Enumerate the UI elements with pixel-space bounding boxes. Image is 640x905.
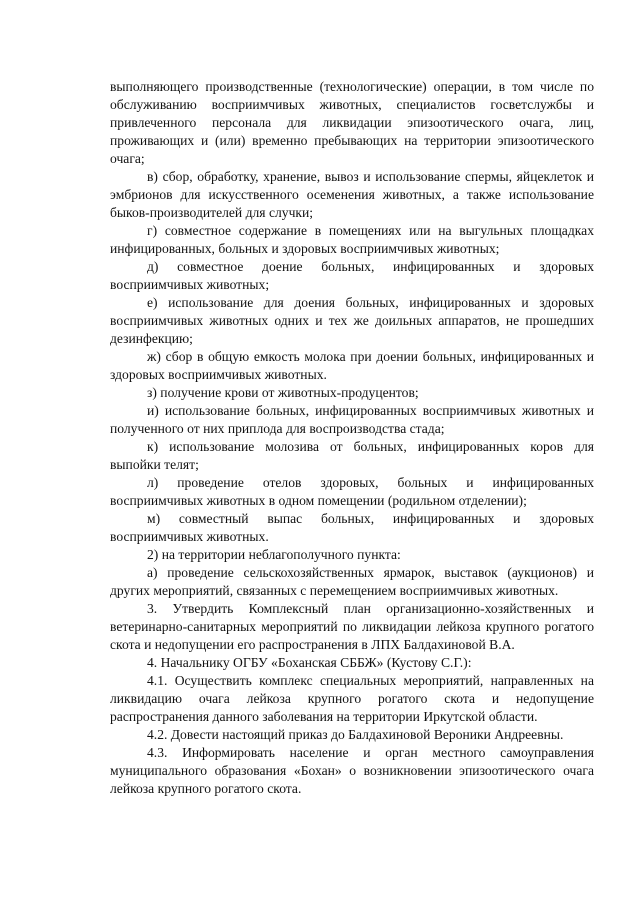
paragraph-item-m: м) совместный выпас больных, инфицированных и здоровых восприимчивых животных.: [110, 511, 594, 544]
paragraph-item-a: а) проведение сельскохозяйственных ярмарок, выставок (аукционов) и других мероприятий, связанных с перемещением восприимчивых животных.: [110, 565, 594, 598]
paragraph-item-z: з) получение крови от животных-продуцентов;: [147, 385, 419, 400]
paragraph-continuation: выполняющего производственные (технологические) операции, в том числе по обслуживанию восприимчивых животных, специалистов госветслужбы и привлеченного персонала для ликвидации эпизоотического очага, лиц, проживающих и (или) временно пребывающих на территории эпизоотического очага;: [110, 79, 594, 166]
paragraph-item-d: д) совместное доение больных, инфицированных и здоровых восприимчивых животных;: [110, 259, 594, 292]
paragraph-section-3: 3. Утвердить Комплексный план организационно-хозяйственных и ветеринарно-санитарных мероприятий по ликвидации лейкоза крупного рогатого скота и недопущении его распространения в ЛПХ Балдахиновой В.А.: [110, 601, 594, 652]
paragraph-item-e: е) использование для доения больных, инфицированных и здоровых восприимчивых животных одних и тех же доильных аппаратов, не прошедших дезинфекцию;: [110, 295, 594, 346]
paragraph-item-zh: ж) сбор в общую емкость молока при доении больных, инфицированных и здоровых восприимчивых животных.: [110, 349, 594, 382]
paragraph-item-i: и) использование больных, инфицированных восприимчивых животных и полученного от них приплода для воспроизводства стада;: [110, 403, 594, 436]
paragraph-section-2: 2) на территории неблагополучного пункта:: [147, 547, 401, 562]
document-page: [110, 78, 594, 798]
paragraph-item-v: в) сбор, обработку, хранение, вывоз и использование спермы, яйцеклеток и эмбрионов для искусственного осеменения животных, а также использование быков-производителей для случки;: [110, 169, 594, 220]
paragraph-item-k: к) использование молозива от больных, инфицированных коров для выпойки телят;: [110, 439, 594, 472]
paragraph-section-4-3: 4.3. Информировать население и орган местного самоуправления муниципального образования «Бохан» о возникновении эпизоотического очага лейкоза крупного рогатого скота.: [110, 745, 594, 796]
paragraph-section-4-1: 4.1. Осуществить комплекс специальных мероприятий, направленных на ликвидацию очага лейкоза крупного рогатого скота и недопущение распространения данного заболевания на территории Иркутской области.: [110, 673, 594, 724]
paragraph-item-l: л) проведение отелов здоровых, больных и инфицированных восприимчивых животных в одном помещении (родильном отделении);: [110, 475, 594, 508]
paragraph-item-g: г) совместное содержание в помещениях или на выгульных площадках инфицированных, больных и здоровых восприимчивых животных;: [110, 223, 594, 256]
paragraph-section-4: 4. Начальнику ОГБУ «Боханская СББЖ» (Кустову С.Г.):: [147, 655, 472, 670]
paragraph-section-4-2: 4.2. Довести настоящий приказ до Балдахиновой Вероники Андреевны.: [147, 727, 564, 742]
